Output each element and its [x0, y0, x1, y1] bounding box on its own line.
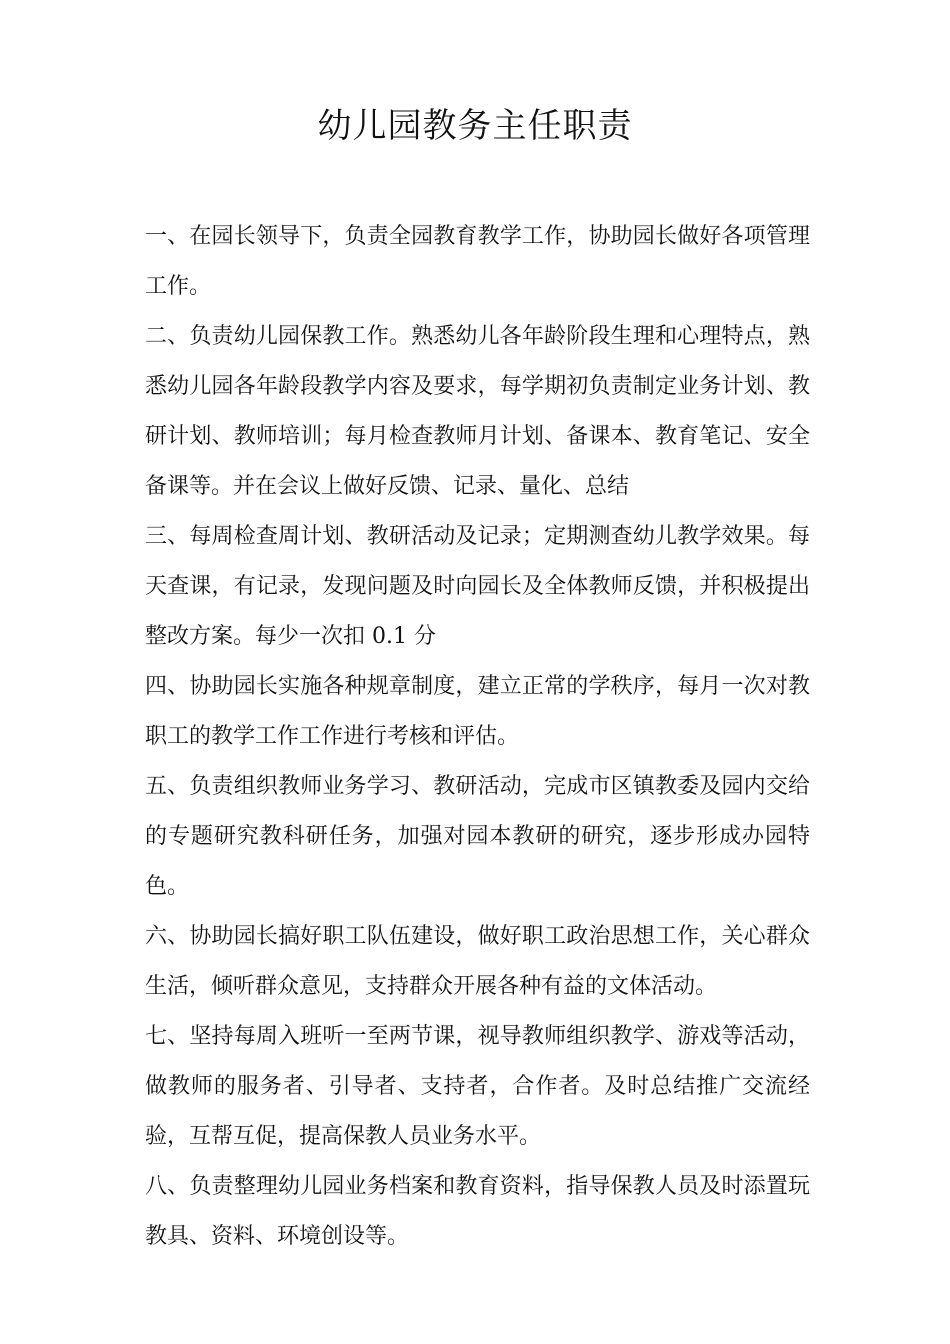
duty-paragraph-8: 八、负责整理幼儿园业务档案和教育资料，指导保教人员及时添置玩教具、资料、环境创设等。: [145, 1174, 810, 1249]
duty-paragraph-5: 五、负责组织教师业务学习、教研活动，完成市区镇教委及园内交给的专题研究教科研任务，加强对园本教研的研究，逐步形成办园特色。: [145, 774, 810, 899]
duty-paragraph-4: 四、协助园长实施各种规章制度，建立正常的学秩序，每月一次对教职工的教学工作工作进行考核和评估。: [145, 674, 810, 749]
duty-paragraph-2: 二、负责幼儿园保教工作。熟悉幼儿各年龄阶段生理和心理特点，熟悉幼儿园各年龄段教学内容及要求，每学期初负责制定业务计划、教研计划、教师培训；每月检查教师月计划、备课本、教育笔记、安全备课等。并在会议上做好反馈、记录、量化、总结: [145, 324, 810, 499]
duty-paragraph-3: 三、每周检查周计划、教研活动及记录；定期测查幼儿教学效果。每天查课，有记录，发现问题及时向园长及全体教师反馈，并积极提出整改方案。每少一次扣 0.1 分: [145, 524, 810, 649]
duty-paragraph-7: 七、坚持每周入班听一至两节课，视导教师组织教学、游戏等活动，做教师的服务者、引导者、支持者，合作者。及时总结推广交流经验，互帮互促，提高保教人员业务水平。: [145, 1024, 810, 1149]
document-title: 幼儿园教务主任职责: [317, 106, 633, 146]
document-body: [145, 212, 810, 1262]
duty-paragraph-6: 六、协助园长搞好职工队伍建设，做好职工政治思想工作，关心群众生活，倾听群众意见，支持群众开展各种有益的文体活动。: [145, 924, 810, 999]
duty-paragraph-1: 一、在园长领导下，负责全园教育教学工作，协助园长做好各项管理工作。: [145, 224, 810, 299]
